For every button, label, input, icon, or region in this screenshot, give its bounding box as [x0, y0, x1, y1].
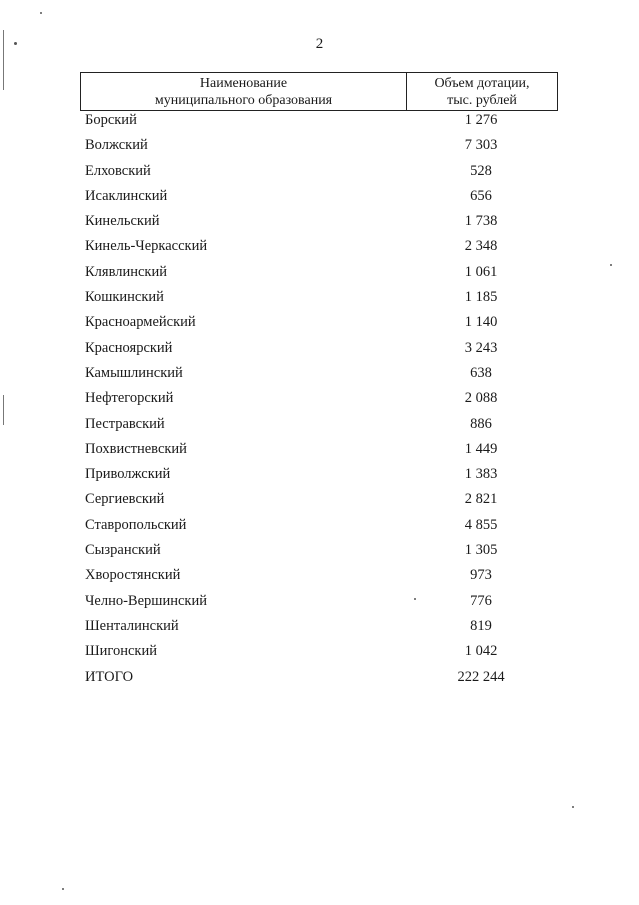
header-municipality — [81, 73, 407, 110]
table-row — [80, 238, 558, 263]
table-row — [80, 390, 558, 415]
subsidy-amount: 1 276 — [464, 112, 498, 128]
table-row — [80, 542, 558, 567]
table-row — [80, 669, 558, 694]
scan-edge-mark — [3, 30, 4, 90]
municipality-name: Челно-Вершинский — [85, 592, 207, 609]
municipality-name: Елховский — [85, 162, 151, 179]
table-row — [80, 618, 558, 643]
municipality-name: Ставропольский — [85, 516, 187, 533]
municipality-name: Красноярский — [85, 339, 173, 356]
table-row — [80, 567, 558, 592]
subsidy-amount: 528 — [470, 162, 492, 179]
subsidy-table — [80, 72, 558, 694]
municipality-name: ИТОГО — [85, 668, 134, 685]
municipality-name: Сергиевский — [85, 491, 165, 508]
municipality-name: Приволжский — [85, 466, 171, 483]
table-row — [80, 593, 558, 618]
subsidy-amount: 2 348 — [464, 238, 498, 255]
municipality-name: Волжский — [85, 137, 148, 154]
subsidy-amount: 7 303 — [464, 137, 498, 154]
scan-speck — [62, 888, 64, 890]
table-row — [80, 289, 558, 314]
header-municipality-label: Наименование муниципального образования — [154, 75, 333, 108]
subsidy-amount: 1 738 — [464, 213, 498, 230]
table-row — [80, 517, 558, 542]
subsidy-amount: 973 — [470, 567, 492, 584]
municipality-name: Красноармейский — [85, 314, 196, 331]
subsidy-amount: 819 — [470, 617, 492, 634]
municipality-name: Кинель-Черкасский — [85, 238, 208, 255]
table-row — [80, 314, 558, 339]
table-row — [80, 365, 558, 390]
municipality-name: Исаклинский — [85, 187, 168, 204]
table-row — [80, 112, 558, 137]
subsidy-amount: 4 855 — [464, 516, 498, 533]
scan-speck — [40, 12, 42, 14]
municipality-name: Шигонский — [85, 643, 157, 660]
municipality-name: Пестравский — [85, 415, 165, 432]
municipality-name: Сызранский — [85, 542, 161, 559]
scan-speck — [414, 598, 416, 600]
table-body — [80, 112, 558, 694]
table-row — [80, 137, 558, 162]
scan-speck — [610, 264, 612, 266]
municipality-name: Шенталинский — [85, 617, 179, 634]
subsidy-amount: 3 243 — [464, 339, 498, 356]
subsidy-amount: 1 383 — [464, 466, 498, 483]
table-header — [80, 72, 558, 111]
municipality-name: Хворостянский — [85, 567, 181, 584]
subsidy-amount: 1 140 — [464, 314, 498, 331]
header-subsidy-amount-label: Объем дотации, тыс. рублей — [434, 75, 530, 108]
subsidy-amount: 222 244 — [457, 668, 505, 685]
header-subsidy-amount — [407, 73, 557, 110]
table-row — [80, 441, 558, 466]
subsidy-amount: 1 449 — [464, 440, 498, 457]
subsidy-amount: 656 — [470, 187, 492, 204]
table-row — [80, 340, 558, 365]
page-number: 2 — [315, 36, 324, 52]
scan-speck — [572, 806, 574, 808]
table-row — [80, 643, 558, 668]
municipality-name: Клявлинский — [85, 263, 167, 280]
table-row — [80, 491, 558, 516]
municipality-name: Похвистневский — [85, 440, 187, 457]
subsidy-amount: 886 — [470, 415, 492, 432]
subsidy-amount: 1 061 — [464, 263, 498, 280]
municipality-name: Камышлинский — [85, 364, 183, 381]
subsidy-amount: 776 — [470, 592, 492, 609]
table-row — [80, 188, 558, 213]
municipality-name: Кошкинский — [85, 289, 164, 306]
subsidy-amount: 1 305 — [464, 542, 498, 559]
scan-speck — [14, 42, 17, 45]
municipality-name: Борский — [85, 112, 137, 128]
municipality-name: Нефтегорский — [85, 390, 174, 407]
table-row — [80, 466, 558, 491]
table-row — [80, 264, 558, 289]
table-row — [80, 163, 558, 188]
table-row — [80, 416, 558, 441]
subsidy-amount: 2 088 — [464, 390, 498, 407]
municipality-name: Кинельский — [85, 213, 160, 230]
subsidy-amount: 2 821 — [464, 491, 498, 508]
table-row — [80, 213, 558, 238]
scan-edge-mark — [3, 395, 4, 425]
subsidy-amount: 1 185 — [464, 289, 498, 306]
subsidy-amount: 1 042 — [464, 643, 498, 660]
subsidy-amount: 638 — [470, 364, 492, 381]
